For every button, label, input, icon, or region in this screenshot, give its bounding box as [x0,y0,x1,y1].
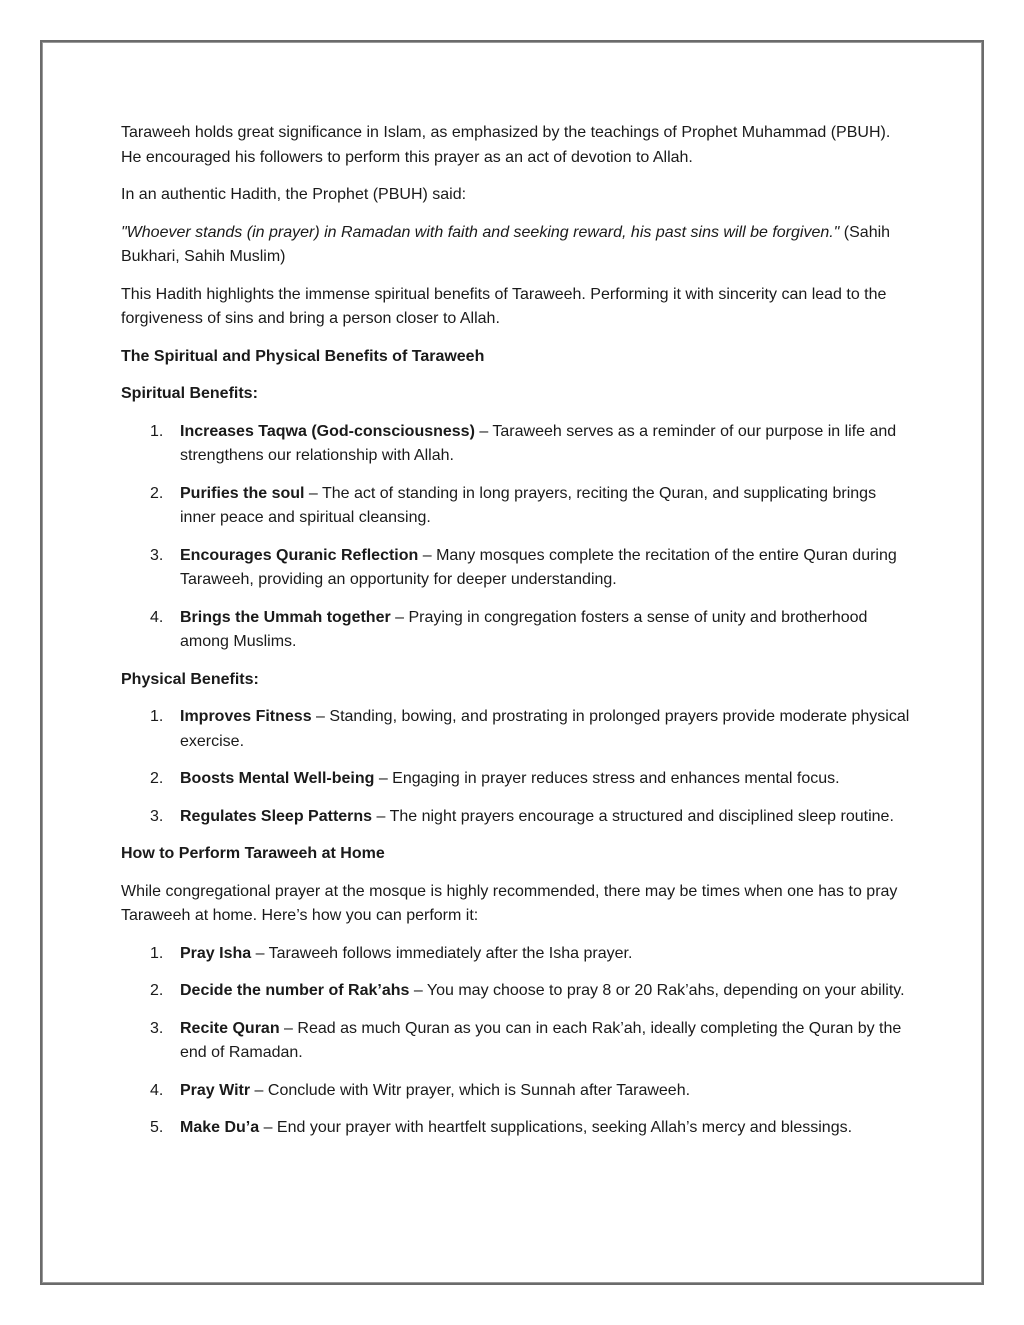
item-title: Recite Quran [180,1019,280,1037]
list-item [121,544,911,593]
list-item [121,1079,911,1104]
list-item [121,482,911,531]
item-text: – Taraweeh serves as a reminder of our purpose in life and strengthens our relationship with Allah. [180,422,897,464]
quote-text: "Whoever stands (in prayer) in Ramadan with faith and seeking reward, his past sins will be forgiven." [121,223,840,241]
home-steps-list [121,942,911,1141]
item-text: – The act of standing in long prayers, reciting the Quran, and supplicating brings inner peace and spiritual cleansing. [180,484,877,526]
list-number: 2. [150,484,164,502]
hadith-intro: In an authentic Hadith, the Prophet (PBUH) said: [121,186,467,203]
item-text: – You may choose to pray 8 or 20 Rak’ahs, depending on your ability. [409,982,905,999]
item-title: Pray Witr [180,1081,251,1099]
item-text: – Read as much Quran as you can in each Rak’ah, ideally completing the Quran by the end of Ramadan. [180,1019,902,1061]
list-item [121,1116,911,1141]
home-heading: How to Perform Taraweeh at Home [121,845,385,862]
list-item [121,979,911,1004]
item-title: Decide the number of Rak’ahs [180,982,410,999]
hadith-explanation: This Hadith highlights the immense spiritual benefits of Taraweeh. Performing it with sincerity can lead to the forgiveness of sins and bring a person closer to Allah. [121,285,887,327]
list-item [121,705,911,754]
quote-source: (Sahih Bukhari, Sahih Muslim) [121,223,891,265]
physical-heading: Physical Benefits: [121,670,259,688]
item-text: – Conclude with Witr prayer, which is Sunnah after Taraweeh. [250,1081,691,1099]
list-number: 3. [150,546,164,564]
item-title: Make Du’a [180,1119,260,1136]
document-body [121,121,911,1154]
item-title: Brings the Ummah together [180,608,391,626]
intro-paragraph: Taraweeh holds great significance in Islam, as emphasized by the teachings of Prophet Muhammad (PBUH). He encouraged his followers to perform this prayer as an act of devotion to Allah. [121,124,891,166]
item-title: Encourages Quranic Reflection [180,546,419,564]
hadith-quote [121,221,911,270]
list-number: 2. [150,770,164,787]
home-intro: While congregational prayer at the mosque is highly recommended, there may be times when one has to pray Taraweeh at home. Here’s how you can perform it: [121,882,898,924]
list-number: 3. [150,1019,164,1037]
spiritual-heading: Spiritual Benefits: [121,385,258,402]
item-title: Increases Taqwa (God-consciousness) [180,422,475,440]
item-text: – The night prayers encourage a structured and disciplined sleep routine. [372,807,894,825]
list-number: 1. [150,944,164,962]
list-number: 2. [150,982,164,999]
list-number: 4. [150,608,164,626]
list-number: 4. [150,1081,164,1099]
list-item [121,420,911,469]
list-item [121,942,911,967]
item-text: – Standing, bowing, and prostrating in prolonged prayers provide moderate physical exercise. [180,708,910,750]
item-text: – Engaging in prayer reduces stress and enhances mental focus. [374,770,840,787]
physical-list [121,705,911,829]
item-text: – Taraweeh follows immediately after the Isha prayer. [251,944,633,962]
item-title: Boosts Mental Well-being [180,770,375,787]
list-number: 1. [150,422,164,440]
list-item [121,606,911,655]
spiritual-list [121,420,911,655]
list-item [121,767,911,792]
benefits-heading: The Spiritual and Physical Benefits of Taraweeh [121,347,485,365]
item-text: – End your prayer with heartfelt supplications, seeking Allah’s mercy and blessings. [259,1119,853,1136]
list-number: 3. [150,807,164,825]
item-text: – Praying in congregation fosters a sense of unity and brotherhood among Muslims. [180,608,868,650]
list-number: 5. [150,1119,164,1136]
list-number: 1. [150,708,164,725]
item-title: Pray Isha [180,944,252,962]
item-title: Improves Fitness [180,708,312,725]
item-title: Purifies the soul [180,484,305,502]
list-item [121,805,911,830]
item-text: – Many mosques complete the recitation of the entire Quran during Taraweeh, providing an opportunity for deeper understanding. [180,546,897,588]
list-item [121,1017,911,1066]
item-title: Regulates Sleep Patterns [180,807,373,825]
